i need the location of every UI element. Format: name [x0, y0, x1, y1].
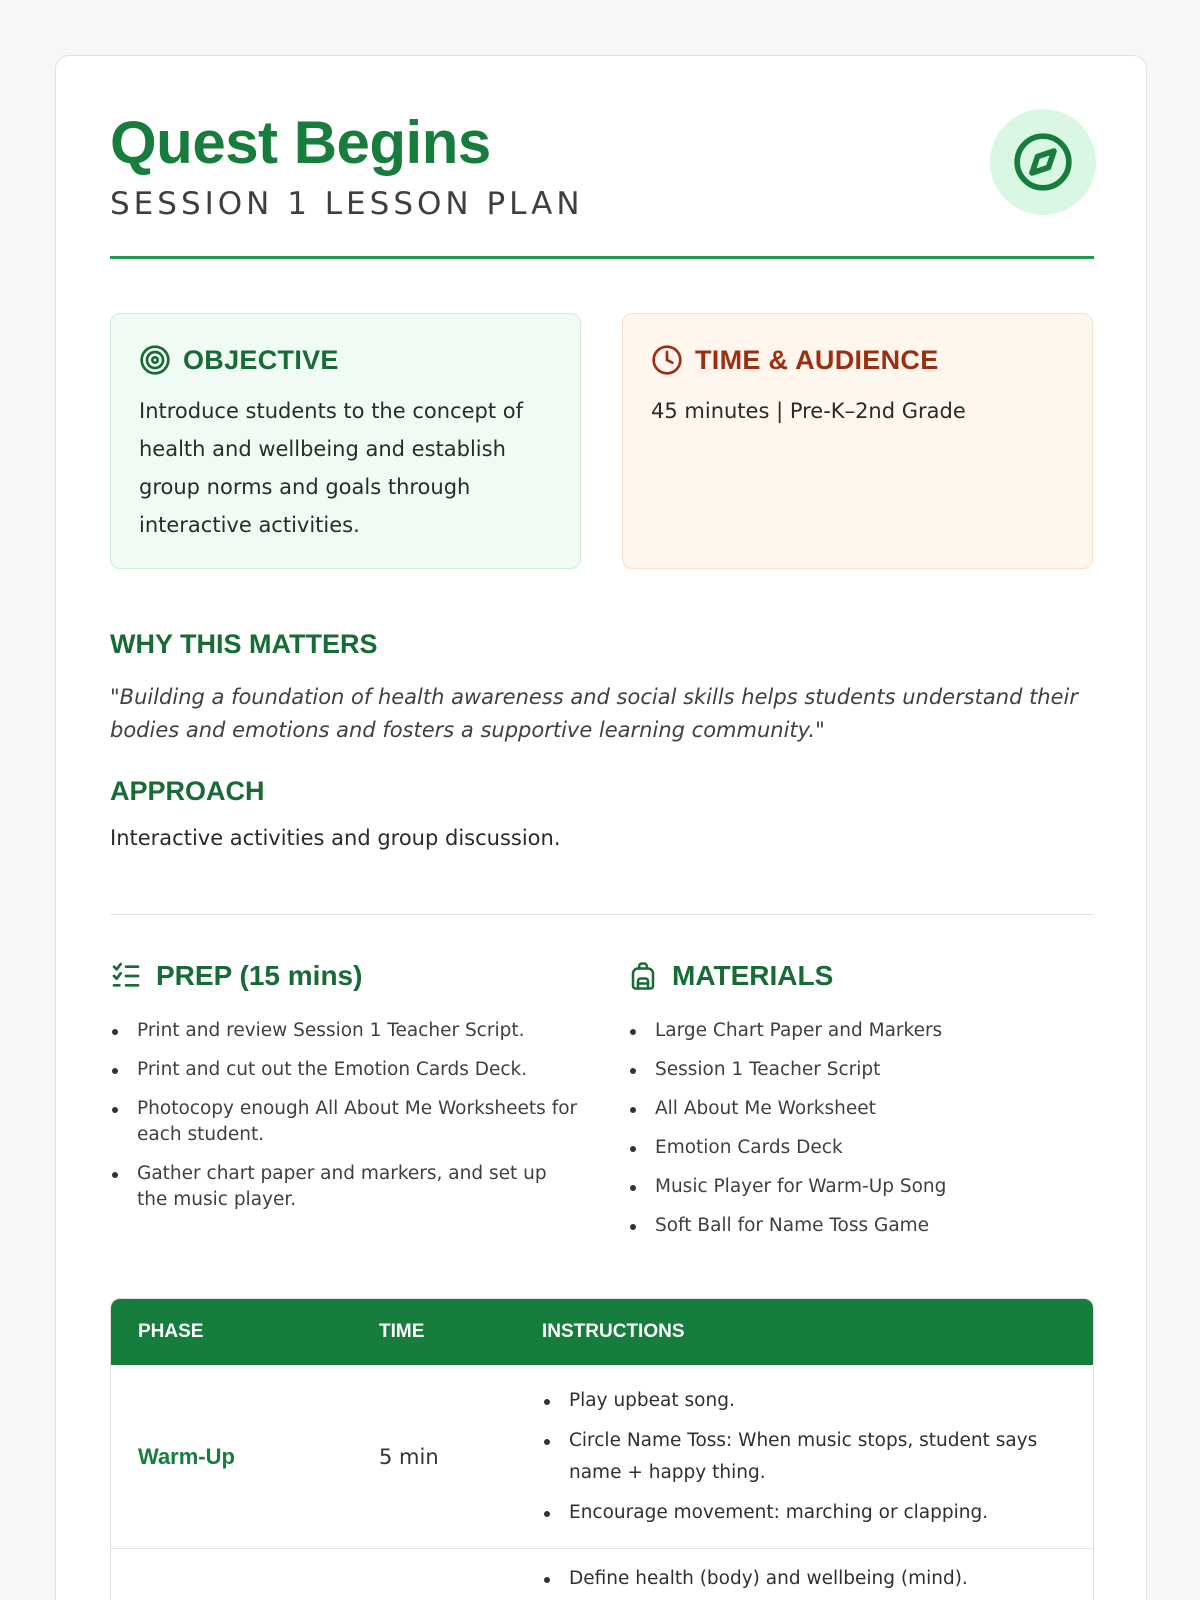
list-item: Soft Ball for Name Toss Game — [628, 1213, 1098, 1239]
list-item: Large Chart Paper and Markers — [628, 1018, 1098, 1044]
page-subtitle: SESSION 1 LESSON PLAN — [110, 186, 584, 222]
list-item: Print and review Session 1 Teacher Script. — [110, 1018, 580, 1044]
section-divider — [110, 914, 1094, 915]
lesson-table — [110, 1298, 1094, 1600]
header-divider — [110, 256, 1094, 259]
objective-text: Introduce students to the concept of health and wellbeing and establish group norms and goals through interactive activities. — [139, 399, 523, 537]
instruction-item: Define health (body) and wellbeing (mind). — [542, 1563, 1053, 1595]
materials-section — [628, 956, 1098, 1252]
column-header-time: TIME — [379, 1321, 425, 1342]
instructions-cell — [519, 1371, 1093, 1543]
materials-header — [628, 956, 1098, 996]
phase-cell: Warm-Up — [138, 1443, 235, 1469]
compass-icon — [1012, 131, 1074, 193]
objective-box — [110, 313, 581, 569]
instructions-cell — [519, 1549, 1093, 1600]
time-audience-box — [622, 313, 1093, 569]
table-header — [111, 1299, 1093, 1365]
prep-section — [110, 956, 580, 1226]
clock-icon — [651, 344, 683, 376]
list-item: Photocopy enough All About Me Worksheets for each student. — [110, 1096, 580, 1148]
lesson-plan-card — [55, 55, 1147, 1600]
column-header-phase: PHASE — [138, 1321, 204, 1342]
why-quote: "Building a foundation of health awareness and social skills helps students understand their bodies and emotions and fosters a supportive learning community." — [110, 685, 1078, 742]
instruction-item: Encourage movement: marching or clapping. — [542, 1497, 1053, 1529]
instruction-item: Play upbeat song. — [542, 1385, 1053, 1417]
time-audience-text: 45 minutes | Pre-K–2nd Grade — [651, 399, 966, 423]
approach-heading: APPROACH — [110, 776, 265, 806]
checklist-icon — [110, 960, 142, 992]
approach-text: Interactive activities and group discussion. — [110, 826, 561, 850]
target-icon — [139, 344, 171, 376]
list-item: Music Player for Warm-Up Song — [628, 1174, 1098, 1200]
why-heading: WHY THIS MATTERS — [110, 629, 378, 659]
table-row — [111, 1365, 1093, 1549]
list-item: Emotion Cards Deck — [628, 1135, 1098, 1161]
prep-header — [110, 956, 580, 996]
objective-heading: OBJECTIVE — [183, 344, 339, 375]
compass-badge — [990, 109, 1096, 215]
objective-header — [139, 342, 552, 378]
table-row — [111, 1549, 1093, 1600]
prep-heading: PREP (15 mins) — [156, 960, 363, 991]
page-title: Quest Begins — [110, 109, 491, 176]
list-item: Print and cut out the Emotion Cards Deck. — [110, 1057, 580, 1083]
prep-list — [110, 1018, 580, 1213]
time-audience-heading: TIME & AUDIENCE — [695, 344, 939, 375]
list-item: Session 1 Teacher Script — [628, 1057, 1098, 1083]
list-item: Gather chart paper and markers, and set up the music player. — [110, 1161, 580, 1213]
list-item: All About Me Worksheet — [628, 1096, 1098, 1122]
backpack-icon — [628, 959, 658, 993]
instruction-item: Circle Name Toss: When music stops, student says name + happy thing. — [542, 1425, 1053, 1489]
column-header-instructions: INSTRUCTIONS — [542, 1321, 685, 1342]
time-audience-header — [651, 342, 1064, 378]
materials-heading: MATERIALS — [672, 960, 834, 991]
materials-list — [628, 1018, 1098, 1239]
time-cell: 5 min — [379, 1444, 439, 1469]
